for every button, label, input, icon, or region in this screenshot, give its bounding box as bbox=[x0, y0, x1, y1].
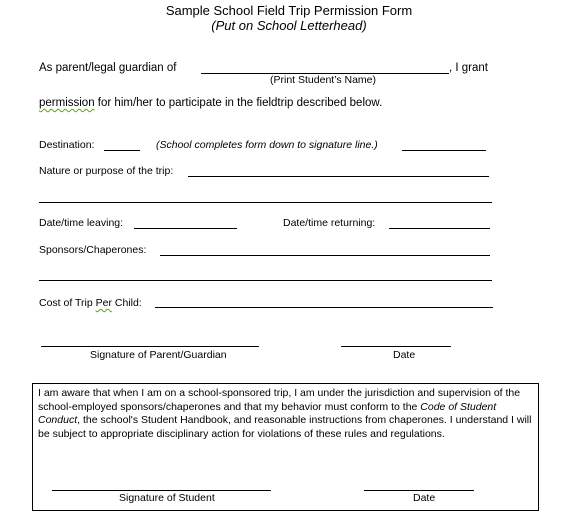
consent-line-2-rest: for him/her to participate in the fieldtrip described below. bbox=[94, 97, 383, 109]
code-of-conduct-title: Code of Student Conduct bbox=[38, 400, 497, 426]
form-subtitle: (Put on School Letterhead) bbox=[211, 18, 367, 33]
date-returning-label: Date/time returning: bbox=[283, 217, 376, 229]
consent-prefix: As parent/legal guardian of bbox=[39, 62, 177, 74]
statement-part-1: I am aware that when I am on a school-sponsored trip, I am under the jurisdiction and supervision of the school-employed sponsors/chaperones and that my behavior must conform to the bbox=[38, 387, 521, 413]
print-name-hint: (Print Student’s Name) bbox=[270, 74, 377, 86]
cost-label-b: Child: bbox=[111, 297, 142, 309]
date-leaving-label: Date/time leaving: bbox=[39, 217, 124, 229]
parent-signature-label: Signature of Parent/Guardian bbox=[90, 349, 227, 361]
student-signature-line[interactable] bbox=[52, 490, 271, 491]
student-signature-label: Signature of Student bbox=[119, 492, 215, 504]
sponsors-label: Sponsors/Chaperones: bbox=[39, 244, 147, 256]
cost-label-per: Per bbox=[95, 297, 112, 309]
date-returning-field[interactable] bbox=[389, 228, 490, 229]
cost-label bbox=[39, 297, 142, 309]
student-statement-box bbox=[32, 383, 539, 511]
destination-label: Destination: bbox=[39, 139, 95, 151]
date-leaving-field[interactable] bbox=[134, 228, 237, 229]
school-completes-note: (School completes form down to signature line.) bbox=[156, 139, 378, 151]
student-statement bbox=[38, 387, 533, 441]
nature-field-2[interactable] bbox=[39, 202, 492, 203]
nature-label: Nature or purpose of the trip: bbox=[39, 165, 174, 177]
student-date-line[interactable] bbox=[364, 490, 474, 491]
destination-field[interactable] bbox=[104, 150, 140, 151]
statement-part-2: , the school's Student Handbook, and reasonable instructions from chaperones. I understand I will be subject to appropriate disciplinary action for violations of these rules and regulations. bbox=[38, 414, 532, 440]
parent-date-label: Date bbox=[393, 349, 416, 361]
sponsors-field-2[interactable] bbox=[39, 280, 492, 281]
sponsors-field[interactable] bbox=[160, 255, 490, 256]
cost-label-a: Cost of Trip bbox=[39, 297, 96, 309]
cost-field[interactable] bbox=[155, 307, 493, 308]
consent-suffix: , I grant bbox=[449, 62, 488, 74]
destination-field-2[interactable] bbox=[402, 150, 486, 151]
student-date-label: Date bbox=[413, 492, 436, 504]
consent-line-2 bbox=[39, 97, 382, 109]
nature-field[interactable] bbox=[188, 176, 489, 177]
permission-word: permission bbox=[39, 97, 95, 109]
parent-signature-line[interactable] bbox=[41, 346, 259, 347]
form-title: Sample School Field Trip Permission Form bbox=[165, 3, 413, 18]
parent-date-line[interactable] bbox=[341, 346, 451, 347]
